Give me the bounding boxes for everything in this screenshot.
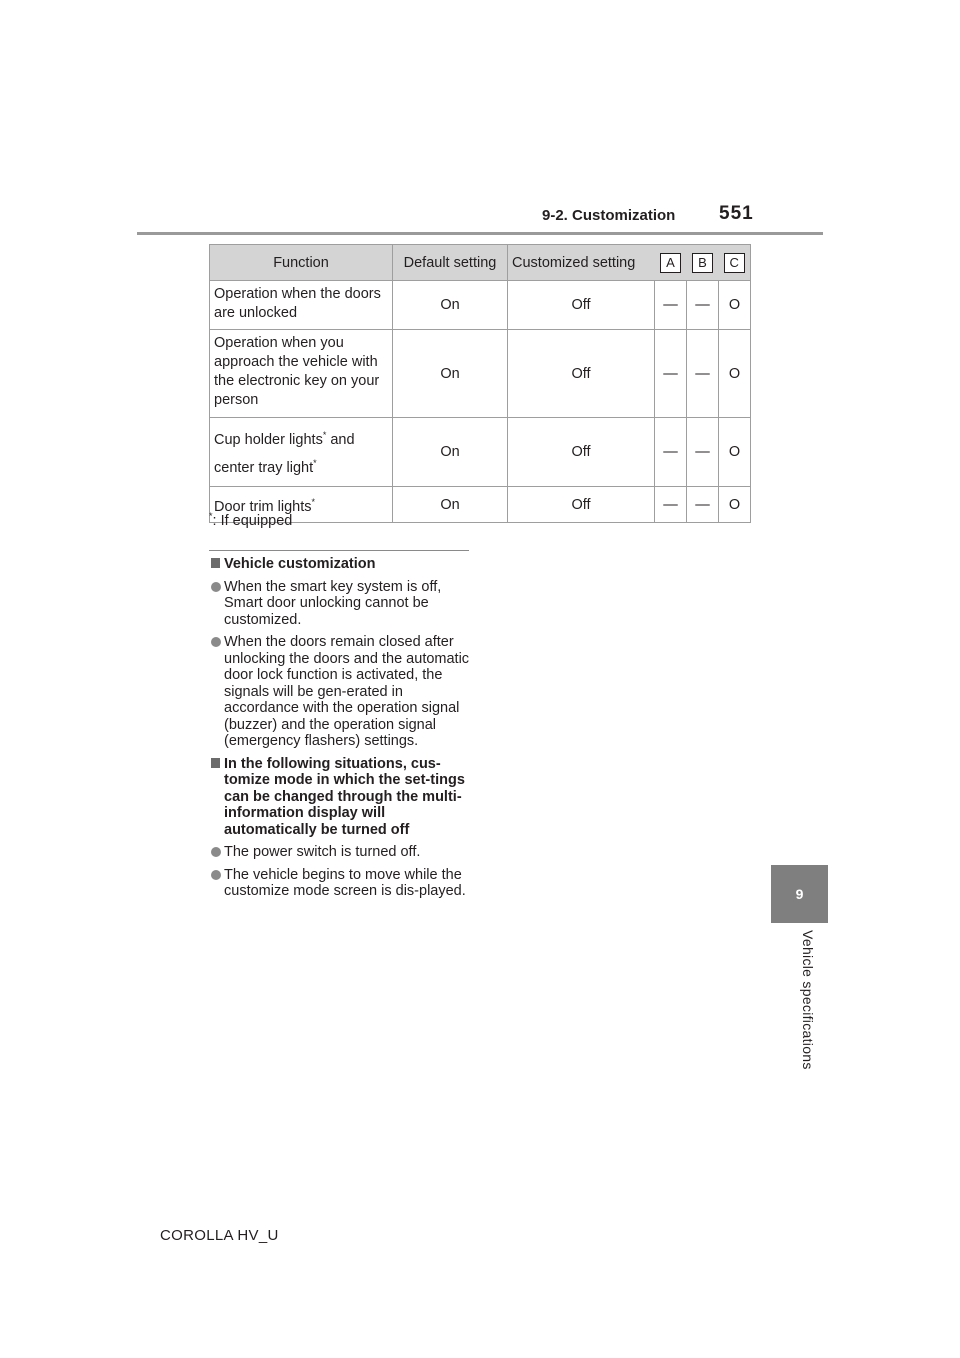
row-function: Operation when you approach the vehicle with the electronic key on your person xyxy=(210,330,393,418)
page-number: 551 xyxy=(719,203,754,224)
footnote-text: : If equipped xyxy=(212,512,293,529)
table-row xyxy=(210,418,751,487)
row-default: On xyxy=(393,418,508,487)
row-b: — xyxy=(687,418,719,487)
function-text: Cup holder lights xyxy=(214,431,323,448)
row-default: On xyxy=(393,486,508,523)
header-key-c xyxy=(719,245,751,281)
row-b: — xyxy=(687,281,719,330)
notes-heading-text: Vehicle customization xyxy=(224,556,376,572)
notes-heading xyxy=(211,756,481,839)
footnote xyxy=(209,511,292,529)
key-c-box: C xyxy=(724,253,745,273)
section-title: 9-2. Customization xyxy=(542,207,676,224)
row-customized: Off xyxy=(508,330,655,418)
row-a: — xyxy=(655,486,687,523)
function-text: Door trim lights xyxy=(214,498,312,515)
note-item xyxy=(211,634,481,750)
header-divider xyxy=(137,232,823,235)
footnote-mark: * xyxy=(322,430,327,440)
header-customized-setting: Customized setting xyxy=(508,245,655,281)
note-text: The power switch is turned off. xyxy=(224,844,421,860)
row-customized: Off xyxy=(508,281,655,330)
circle-bullet-icon xyxy=(211,582,221,592)
table-row xyxy=(210,281,751,330)
table-row xyxy=(210,330,751,418)
footnote-mark: * xyxy=(209,511,213,521)
notes-heading-text: In the following situations, cus-tomize mode in which the set-tings can be changed through the multi-information display will automatically be turned off xyxy=(224,755,465,838)
footnote-mark: * xyxy=(311,496,316,507)
row-c: O xyxy=(719,330,751,418)
row-c: O xyxy=(719,418,751,487)
row-default: On xyxy=(393,330,508,418)
note-text: The vehicle begins to move while the customize mode screen is dis-played. xyxy=(224,866,466,899)
note-item xyxy=(211,867,481,900)
chapter-tab: 9 xyxy=(771,865,828,923)
row-customized: Off xyxy=(508,486,655,523)
row-c: O xyxy=(719,281,751,330)
table-header-row xyxy=(210,245,751,281)
row-a: — xyxy=(655,418,687,487)
customization-table xyxy=(209,244,751,523)
header-key-b xyxy=(687,245,719,281)
header-default-setting: Default setting xyxy=(393,245,508,281)
row-a: — xyxy=(655,330,687,418)
notes-divider xyxy=(209,550,469,551)
row-c: O xyxy=(719,486,751,523)
notes-heading xyxy=(211,556,481,573)
circle-bullet-icon xyxy=(211,847,221,857)
note-item xyxy=(211,844,481,861)
header-key-a xyxy=(655,245,687,281)
footnote-mark: * xyxy=(313,457,317,468)
row-a: — xyxy=(655,281,687,330)
footer-model: COROLLA HV_U xyxy=(160,1227,279,1244)
square-bullet-icon xyxy=(211,758,220,768)
header-function: Function xyxy=(210,245,393,281)
row-customized: Off xyxy=(508,418,655,487)
key-a-box: A xyxy=(660,253,681,273)
row-b: — xyxy=(687,330,719,418)
circle-bullet-icon xyxy=(211,870,221,880)
function-text: and center tray light xyxy=(214,431,355,476)
row-default: On xyxy=(393,281,508,330)
notes-section xyxy=(211,556,481,906)
note-item xyxy=(211,579,481,629)
square-bullet-icon xyxy=(211,558,220,568)
row-b: — xyxy=(687,486,719,523)
note-text: When the doors remain closed after unlocking the doors and the automatic door lock function is activated, the signals will be gen-erated in accordance with the operation signal (buzzer) and the operation signal (emergency flashers) settings. xyxy=(224,634,470,749)
circle-bullet-icon xyxy=(211,637,221,647)
key-b-box: B xyxy=(692,253,713,273)
row-function xyxy=(210,418,393,487)
note-text: When the smart key system is off, Smart door unlocking cannot be customized. xyxy=(224,578,442,628)
row-function: Operation when the doors are unlocked xyxy=(210,281,393,330)
chapter-tab-label: Vehicle specifications xyxy=(800,930,816,1070)
